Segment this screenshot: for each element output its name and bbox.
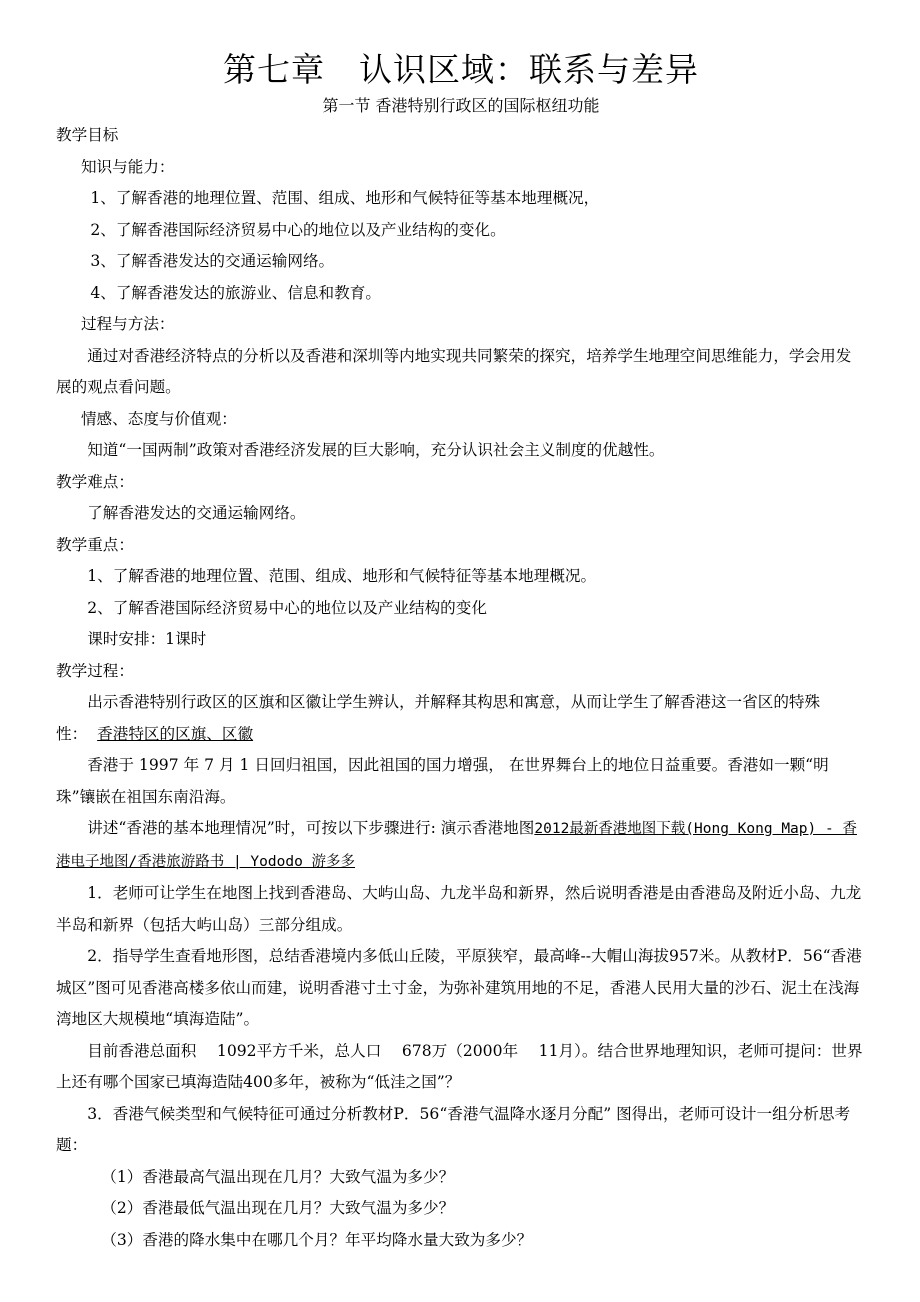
difficulty-text: 了解香港发达的交通运输网络。 (87, 504, 306, 522)
document-page (56, 50, 866, 1256)
question-item: （3）香港的降水集中在哪几个月？年平均降水量大致为多少？ (101, 1230, 533, 1249)
return-paragraph: 香港于 1997 年 7 月 1 日回归祖国，因此祖国的国力增强， 在世界舞台上的地位日益重要。香港如一颗“明珠”镶嵌在祖国东南沿海。 (56, 756, 829, 806)
question-item: （1）香港最高气温出现在几月？大致气温为多少？ (101, 1167, 455, 1186)
flag-emblem-link[interactable]: 香港特区的区旗、区徽 (97, 724, 254, 743)
procedure-heading: 教学过程： (56, 661, 134, 680)
key-item: 2、了解香港国际经济贸易中心的地位以及产业结构的变化 (87, 598, 487, 617)
chapter-title: 第七章 认识区域：联系与差异 (223, 50, 699, 89)
key-heading: 教学重点： (56, 535, 134, 554)
step-2-paragraph: 2．指导学生查看地形图，总结香港境内多低山丘陵，平原狭窄，最高峰--大帽山海拔957米。从教材P．56“香港城区”图可见香港高楼多依山而建，说明香港寸土寸金，为弥补建筑用地的不足，香港人民用大量的沙石、泥土在浅海湾地区大规模地“填海造陆”。 (56, 947, 862, 1028)
step-1-paragraph: 1．老师可让学生在地图上找到香港岛、大屿山岛、九龙半岛和新界，然后说明香港是由香港岛及附近小岛、九龙半岛和新界（包括大屿山岛）三部分组成。 (56, 884, 862, 934)
knowledge-item: 2、了解香港国际经济贸易中心的地位以及产业结构的变化。 (90, 220, 506, 239)
map-paragraph-text: 讲述“香港的基本地理情况”时，可按以下步骤进行: 演示香港地图 (87, 819, 535, 837)
goals-heading: 教学目标 (56, 126, 119, 144)
section-title: 第一节 香港特别行政区的国际枢纽功能 (322, 96, 600, 115)
flag-paragraph (56, 687, 866, 750)
flag-paragraph-text: 出示香港特别行政区的区旗和区徽让学生辨认，并解释其构思和寓意，从而让学生了解香港这一省区的特殊性： (56, 693, 821, 743)
hong-kong-map-link[interactable]: 2012最新香港地图下载(Hong Kong Map) - 香港电子地图/香港旅游路书 | Yododo 游多多 (56, 821, 857, 870)
area-paragraph: 目前香港总面积 1092平方千米，总人口 678万（2000年 11月）。结合世界地理知识，老师可提问：世界上还有哪个国家已填海造陆400多年，被称为“低洼之国”？ (56, 1041, 863, 1091)
process-text: 通过对香港经济特点的分析以及香港和深圳等内地实现共同繁荣的探究，培养学生地理空间思维能力，学会用发展的观点看问题。 (56, 346, 852, 396)
emotion-text: 知道“一国两制”政策对香港经济发展的巨大影响，充分认识社会主义制度的优越性。 (87, 441, 665, 459)
map-paragraph (56, 813, 866, 878)
difficulty-heading: 教学难点： (56, 472, 134, 491)
process-heading: 过程与方法： (80, 315, 175, 333)
knowledge-heading: 知识与能力： (80, 157, 175, 176)
knowledge-item: 1、了解香港的地理位置、范围、组成、地形和气候特征等基本地理概况， (90, 189, 600, 207)
step-3-paragraph: 3．香港气候类型和气候特征可通过分析教材P．56“香港气温降水逐月分配” 图得出，老师可设计一组分析思考题： (56, 1104, 851, 1154)
knowledge-item: 4、了解香港发达的旅游业、信息和教育。 (90, 283, 381, 302)
schedule-text: 课时安排：1课时 (87, 630, 207, 648)
question-item: （2）香港最低气温出现在几月？大致气温为多少？ (101, 1199, 455, 1217)
emotion-heading: 情感、态度与价值观： (80, 409, 237, 428)
key-item: 1、了解香港的地理位置、范围、组成、地形和气候特征等基本地理概况。 (87, 567, 597, 585)
knowledge-item: 3、了解香港发达的交通运输网络。 (90, 252, 335, 270)
